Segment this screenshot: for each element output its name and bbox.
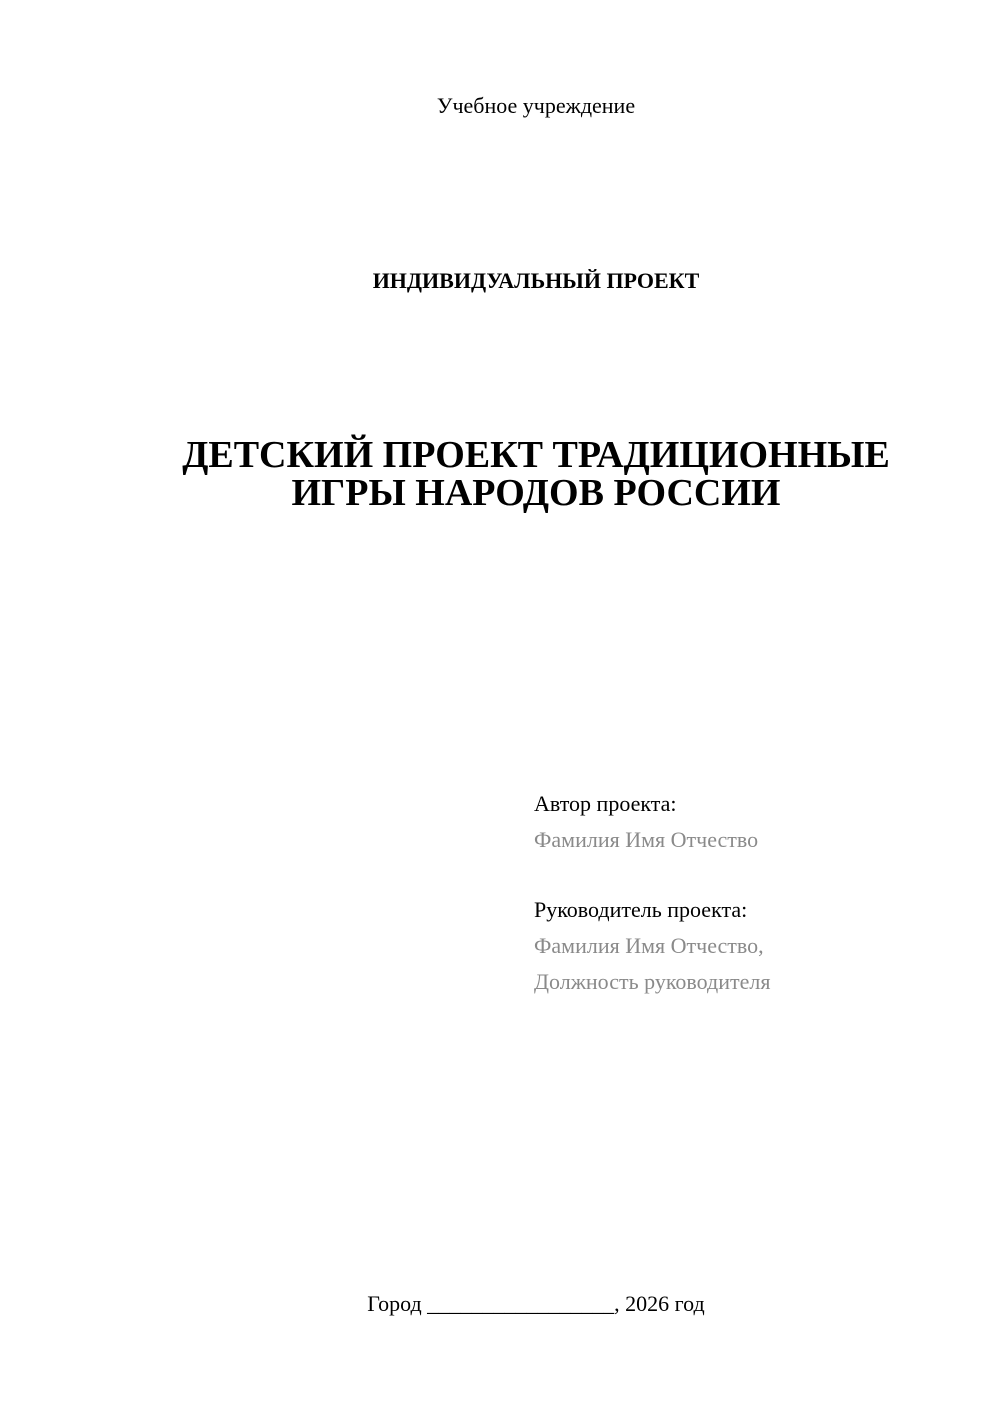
city-year-line: Город _________________, 2026 год bbox=[367, 1291, 705, 1316]
project-title-line-1: ДЕТСКИЙ ПРОЕКТ ТРАДИЦИОННЫЕ bbox=[182, 434, 890, 476]
supervisor-name: Фамилия Имя Отчество, bbox=[534, 933, 764, 958]
author-block bbox=[534, 786, 758, 858]
author-label: Автор проекта: bbox=[534, 791, 677, 816]
supervisor-block bbox=[534, 892, 770, 1000]
project-title-line-2: ИГРЫ НАРОДОВ РОССИИ bbox=[291, 472, 781, 514]
supervisor-position: Должность руководителя bbox=[534, 969, 771, 994]
project-type-heading: ИНДИВИДУАЛЬНЫЙ ПРОЕКТ bbox=[372, 268, 700, 293]
institution-name: Учебное учреждение bbox=[436, 93, 636, 118]
project-title bbox=[0, 436, 1000, 512]
author-name: Фамилия Имя Отчество bbox=[534, 827, 759, 852]
supervisor-label: Руководитель проекта: bbox=[534, 897, 748, 922]
